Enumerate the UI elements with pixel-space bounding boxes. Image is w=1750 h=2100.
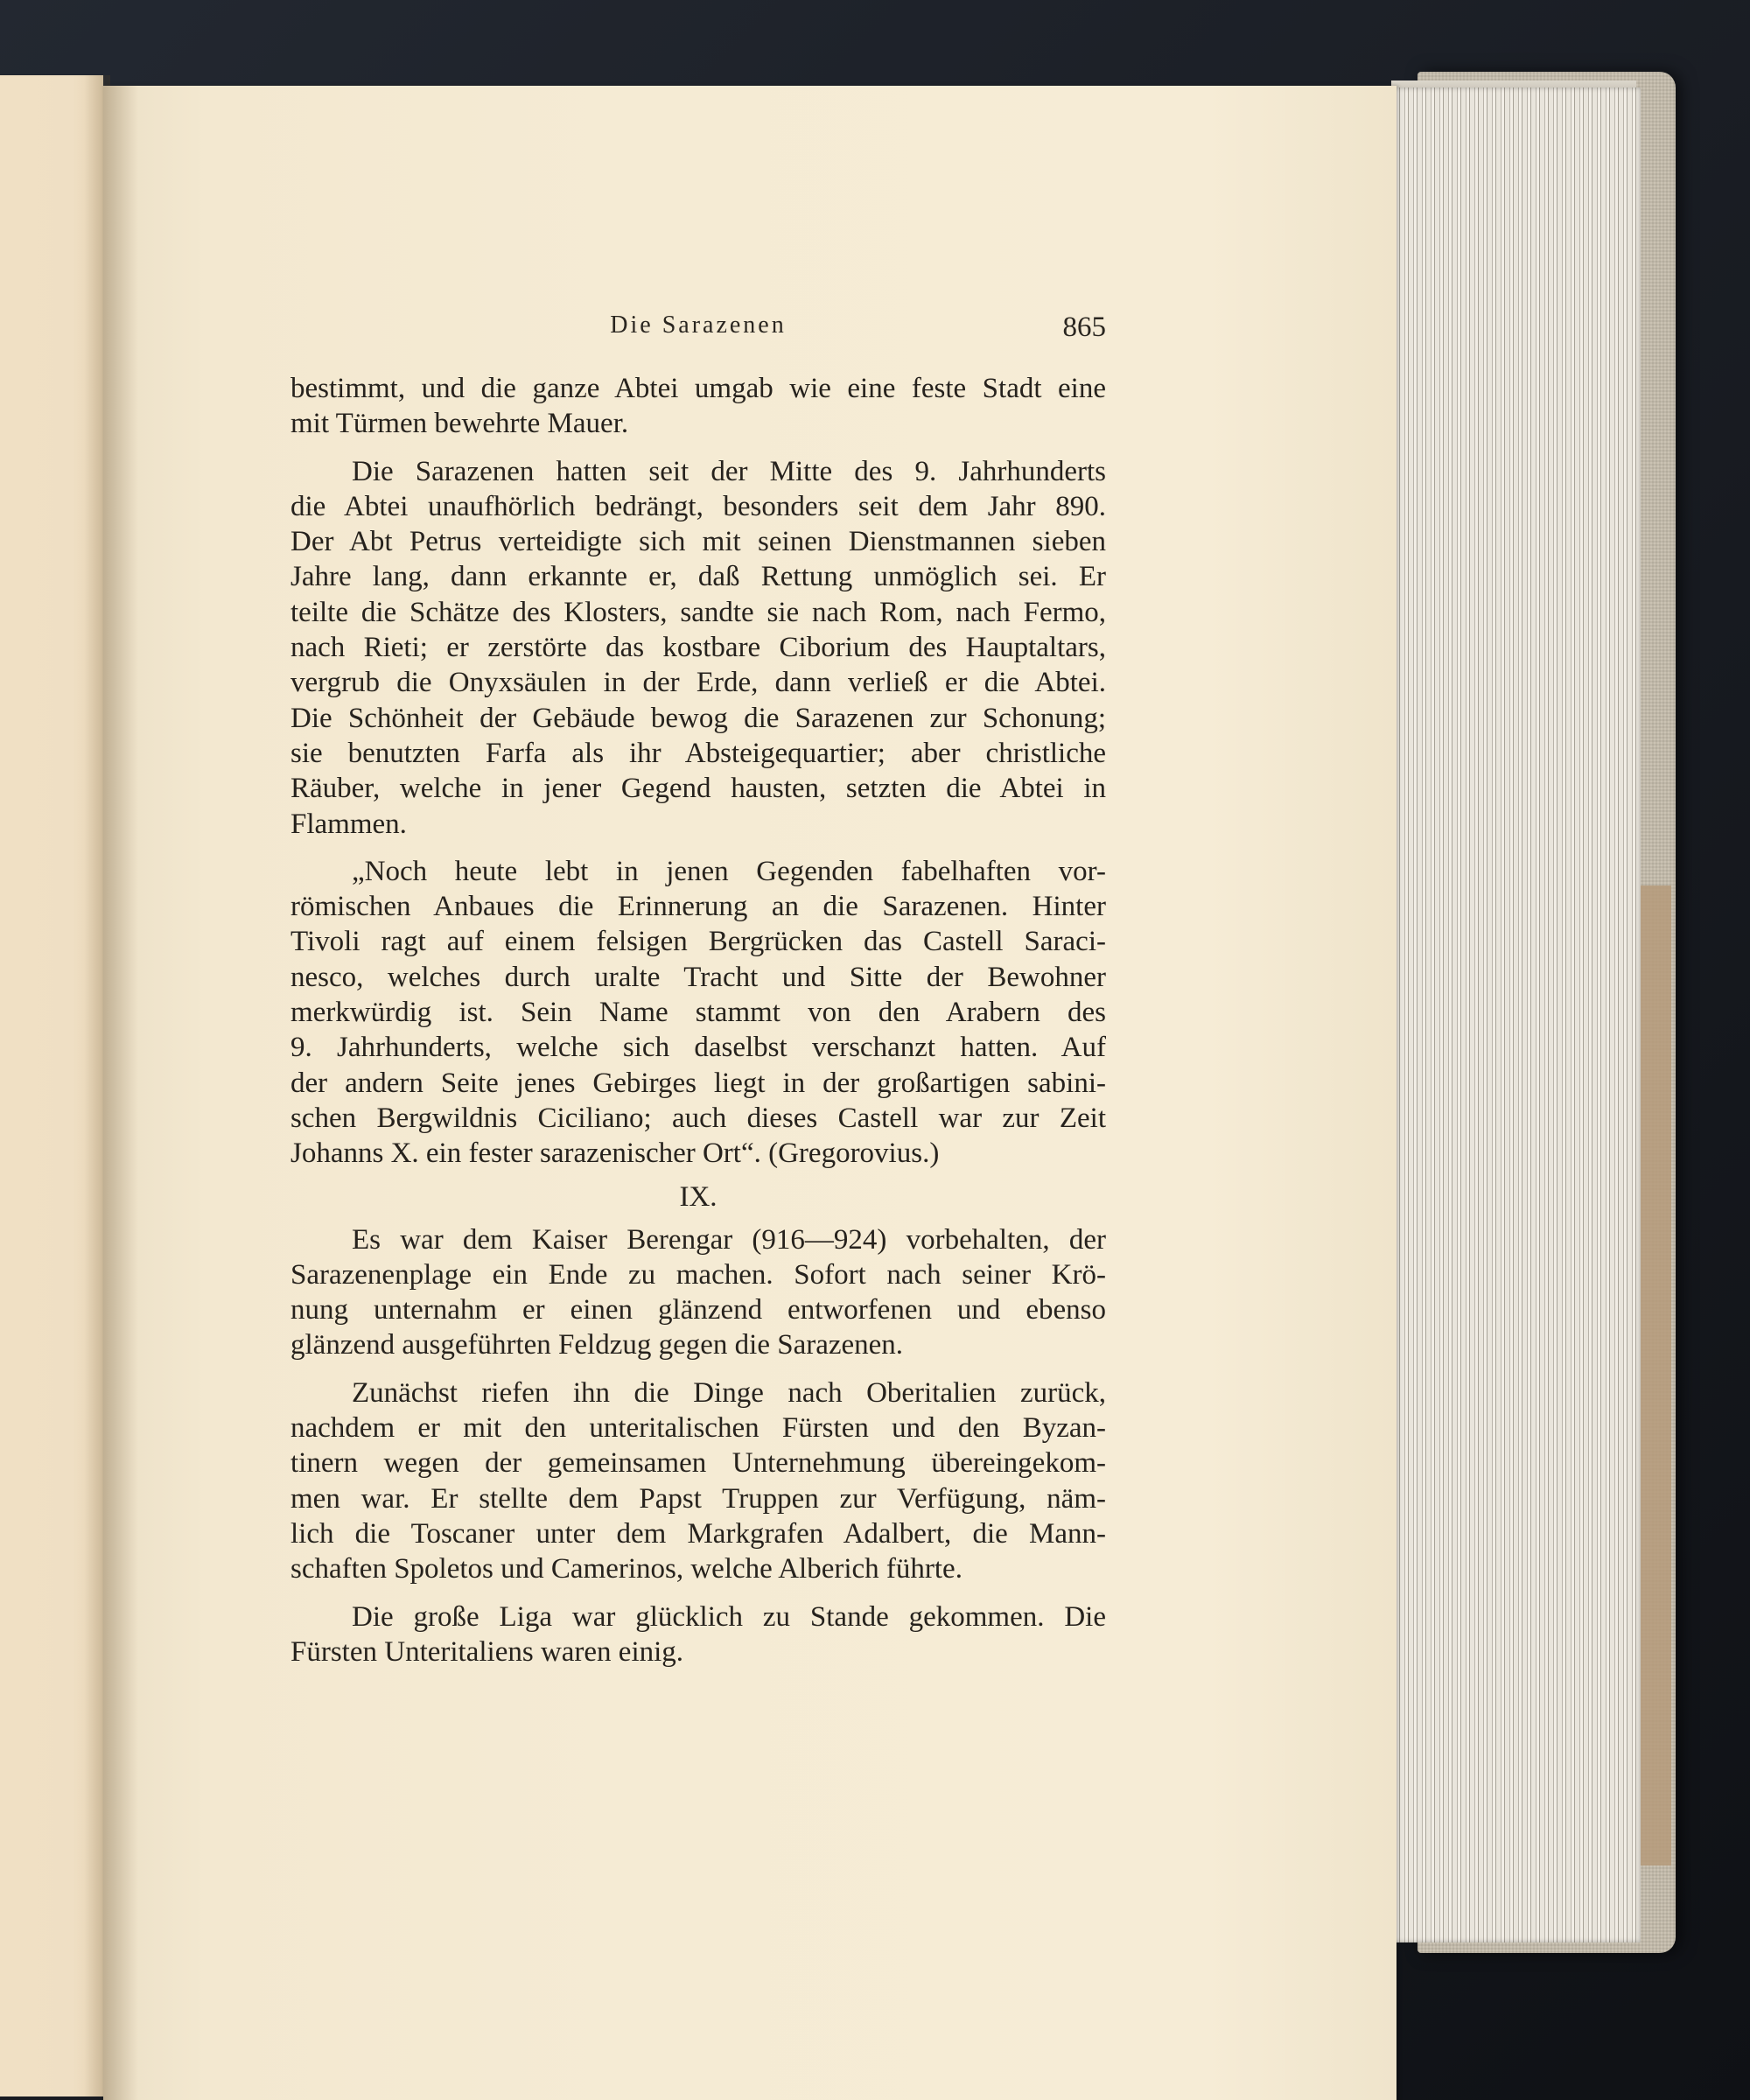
- paragraph: [290, 1222, 1106, 1363]
- text-line: „Noch heute lebt in jenen Gegenden fabelhaften vor-: [352, 855, 1106, 887]
- text-line: schaften Spoletos und Camerinos, welche Alberich führte.: [290, 1553, 962, 1586]
- body-text: [290, 371, 1106, 1670]
- text-line: glänzend ausgeführten Feldzug gegen die Sarazenen.: [290, 1329, 904, 1362]
- text-line: der andern Seite jenes Gebirges liegt in der großartigen sabini-: [290, 1067, 1106, 1099]
- text-line: Tivoli ragt auf einem felsigen Bergrücken das Castell Saraci-: [290, 926, 1106, 958]
- paragraph: [290, 454, 1106, 842]
- text-line: merkwürdig ist. Sein Name stammt von den Arabern des: [290, 997, 1106, 1029]
- text-line: teilte die Schätze des Klosters, sandte sie nach Rom, nach Fermo,: [290, 596, 1106, 628]
- text-line: Zunächst riefen ihn die Dinge nach Oberitalien zurück,: [352, 1376, 1106, 1409]
- running-title: Die Sarazenen: [610, 312, 787, 339]
- text-line: Johanns X. ein fester sarazenischer Ort“. (Gregorovius.): [290, 1138, 940, 1170]
- text-line: Der Abt Petrus verteidigte sich mit seinen Dienstmannen sieben: [290, 526, 1106, 558]
- text-line: Es war dem Kaiser Berengar (916—924) vorbehalten, der: [352, 1223, 1106, 1256]
- text-line: römischen Anbaues die Erinnerung an die Sarazenen. Hinter: [290, 891, 1106, 923]
- text-line: Die Schönheit der Gebäude bewog die Sarazenen zur Schonung;: [290, 702, 1106, 734]
- text-line: nachdem er mit den unteritalischen Fürsten und den Byzan-: [290, 1412, 1106, 1445]
- text-line: Jahre lang, dann erkannte er, daß Rettung unmöglich sei. Er: [290, 561, 1106, 593]
- text-line: vergrub die Onyxsäulen in der Erde, dann verließ er die Abtei.: [290, 667, 1106, 699]
- text-line: men war. Er stellte dem Papst Truppen zur Verfügung, näm-: [290, 1482, 1106, 1515]
- section-heading: IX.: [679, 1180, 718, 1213]
- text-line: 9. Jahrhunderts, welche sich daselbst verschanzt hatten. Auf: [290, 1032, 1106, 1064]
- text-line: nach Rieti; er zerstörte das kostbare Ciborium des Hauptaltars,: [290, 632, 1106, 664]
- text-line: nesco, welches durch uralte Tracht und Sitte der Bewohner: [290, 961, 1106, 993]
- text-line: lich die Toscaner unter dem Markgrafen Adalbert, die Mann-: [290, 1517, 1106, 1550]
- text-line: schen Bergwildnis Ciciliano; auch dieses Castell war zur Zeit: [290, 1102, 1106, 1134]
- paragraph: [290, 854, 1106, 1172]
- paragraphs-after-heading: [290, 1222, 1106, 1670]
- text-line: die Abtei unaufhörlich bedrängt, besonders seit dem Jahr 890.: [290, 490, 1106, 522]
- text-line: tinern wegen der gemeinsamen Unternehmung übereingekom-: [290, 1447, 1106, 1480]
- paragraph: [290, 1600, 1106, 1670]
- text-line: Flammen.: [290, 808, 407, 840]
- text-line: bestimmt, und die ganze Abtei umgab wie eine feste Stadt eine: [290, 373, 1106, 404]
- page-number: 865: [1062, 312, 1106, 343]
- page-edges-stack: [1391, 88, 1641, 1942]
- text-line: mit Türmen bewehrte Mauer.: [290, 408, 629, 440]
- text-line: nung unternahm er einen glänzend entworfenen und ebenso: [290, 1294, 1106, 1326]
- text-line: sie benutzten Farfa als ihr Absteigequartier; aber christliche: [290, 737, 1106, 769]
- text-line: Sarazenenplage ein Ende zu machen. Sofort nach seiner Krö-: [290, 1258, 1106, 1291]
- text-line: Die Sarazenen hatten seit der Mitte des 9. Jahrhunderts: [352, 455, 1106, 487]
- text-line: Die große Liga war glücklich zu Stande gekommen. Die: [352, 1600, 1106, 1633]
- text-line: Fürsten Unteritaliens waren einig.: [290, 1635, 684, 1668]
- paragraph: [290, 371, 1106, 442]
- page-gutter-shadow: [103, 86, 138, 2100]
- paragraphs-before-heading: [290, 371, 1106, 1172]
- running-head: [290, 312, 1106, 350]
- text-line: Räuber, welche in jener Gegend hausten, setzten die Abtei in: [290, 773, 1106, 805]
- paragraph: [290, 1376, 1106, 1587]
